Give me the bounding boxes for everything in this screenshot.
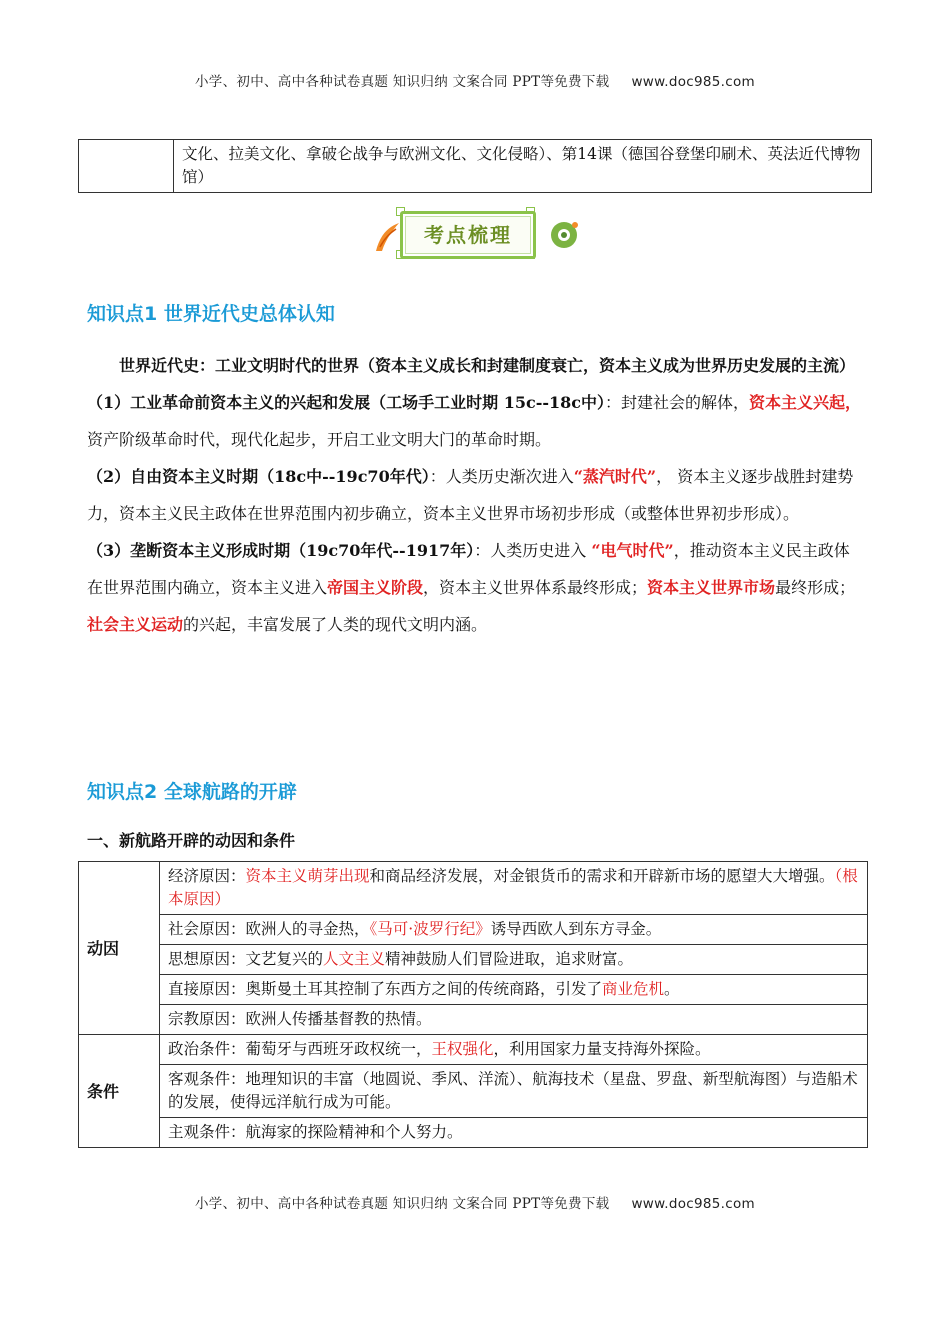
p1-b: 资产阶级革命时代，现代化起步，开启工业文明大门的革命时期。 [87, 430, 552, 449]
p2-a: ：人类历史渐次进入 [429, 467, 574, 486]
m4-b: 。 [664, 980, 680, 998]
c1-b: ，利用国家力量支持海外探险。 [493, 1040, 711, 1058]
motive-label: 动因 [79, 862, 160, 1035]
p3-red4: 社会主义运动 [87, 615, 184, 634]
m2-red: 《马可·波罗行纪》 [369, 920, 491, 938]
p1-a: ：封建社会的解体， [605, 393, 750, 412]
p3-red1: “电气时代” [591, 541, 674, 560]
m4-a: 直接原因：奥斯曼土耳其控制了东西方之间的传统商路，引发了 [168, 980, 603, 998]
banner-frame [400, 211, 536, 259]
m3-b: 精神鼓励人们冒险进取，追求财富。 [385, 950, 634, 968]
k1-body [87, 347, 865, 643]
c1-red: 王权强化 [431, 1040, 494, 1058]
continued-table [78, 139, 872, 193]
table-row [79, 975, 868, 1005]
m2-a: 社会原因：欧洲人的寻金热， [168, 920, 370, 938]
k2-title: 知识点2 全球航路的开辟 [87, 781, 297, 803]
motive-ideological [160, 945, 868, 975]
table-row [79, 945, 868, 975]
m3-red: 人文主义 [323, 950, 386, 968]
k1-intro: 世界近代史：工业文明时代的世界（资本主义成长和封建制度衰亡，资本主义成为世界历史发展的主流） [119, 356, 856, 375]
k2-section-heading: 一、新航路开辟的动因和条件 [87, 831, 296, 850]
p3-head: （3）垄断资本主义形成时期（19c70年代--1917年） [87, 541, 475, 560]
m1-red: 资本主义萌芽出现 [245, 867, 370, 885]
p2-b: ， 资本主义逐步战胜封建势力，资本主义民主政体在世界范围内初步确立，资本主义世界市场初步形成（或整体世界初步形成）。 [87, 467, 854, 523]
m4-red: 商业危机 [602, 980, 665, 998]
continued-table-cell: 文化、拉美文化、拿破仑战争与欧洲文化、文化侵略）、第14课（德国谷登堡印刷术、英法近代博物馆） [174, 140, 872, 193]
motive-social [160, 915, 868, 945]
footer-text: 小学、初中、高中各种试卷真题 知识归纳 文案合同 PPT等免费下载 [195, 1196, 610, 1212]
m1-red2: （根本原因） [168, 867, 858, 908]
p3-red2: 帝国主义阶段 [327, 578, 424, 597]
p3-c: ，资本主义世界体系最终形成； [423, 578, 648, 597]
header-text: 小学、初中、高中各种试卷真题 知识归纳 文案合同 PPT等免费下载 [195, 74, 610, 90]
continued-table-label-cell [79, 140, 174, 193]
k1-paragraph-1 [87, 384, 865, 458]
header-url[interactable]: www.doc985.com [631, 74, 755, 90]
condition-political [160, 1035, 868, 1065]
k1-paragraph-3 [87, 532, 865, 643]
motive-direct [160, 975, 868, 1005]
table-row [79, 1118, 868, 1148]
page-footer [0, 1192, 950, 1212]
k1-paragraph-2 [87, 458, 865, 532]
page-header [0, 70, 950, 90]
p3-b: ，推动资本主义民主政体在世界范围内确立，资本主义进入 [87, 541, 850, 597]
banner-label: 考点梳理 [424, 223, 512, 247]
motive-condition-table [78, 861, 868, 1148]
c1-a: 政治条件：葡萄牙与西班牙政权统一， [168, 1040, 432, 1058]
table-row [79, 915, 868, 945]
p1-head: （1）工业革命前资本主义的兴起和发展（工场手工业时期 15c--18c中） [87, 393, 606, 412]
m2-b: 诱导西欧人到东方寻金。 [490, 920, 662, 938]
m1-b: 和商品经济发展，对金银货币的需求和开辟新市场的愿望大大增强。 [369, 867, 835, 885]
table-row [79, 1005, 868, 1035]
p3-a: ：人类历史进入 [474, 541, 592, 560]
table-row [79, 862, 868, 915]
k1-title: 知识点1 世界近代史总体认知 [87, 303, 335, 325]
table-row [79, 1065, 868, 1118]
p2-head: （2）自由资本主义时期（18c中--19c70年代） [87, 467, 430, 486]
globe-icon [548, 219, 580, 251]
p3-d: 最终形成； [775, 578, 856, 597]
condition-objective: 客观条件：地理知识的丰富（地圆说、季风、洋流）、航海技术（星盘、罗盘、新型航海图）与造船术的发展，使得远洋航行成为可能。 [160, 1065, 868, 1118]
section-banner [380, 205, 580, 261]
motive-religious: 宗教原因：欧洲人传播基督教的热情。 [160, 1005, 868, 1035]
m3-a: 思想原因：文艺复兴的 [168, 950, 324, 968]
p3-red3: 资本主义世界市场 [647, 578, 776, 597]
p3-e: 的兴起，丰富发展了人类的现代文明内涵。 [183, 615, 488, 634]
table-row [79, 1035, 868, 1065]
footer-url[interactable]: www.doc985.com [631, 1196, 755, 1212]
condition-label: 条件 [79, 1035, 160, 1148]
p2-red: “蒸汽时代” [573, 467, 657, 486]
condition-subjective: 主观条件：航海家的探险精神和个人努力。 [160, 1118, 868, 1148]
m1-a: 经济原因： [168, 867, 246, 885]
motive-economic [160, 862, 868, 915]
p1-red: 资本主义兴起， [749, 393, 862, 412]
